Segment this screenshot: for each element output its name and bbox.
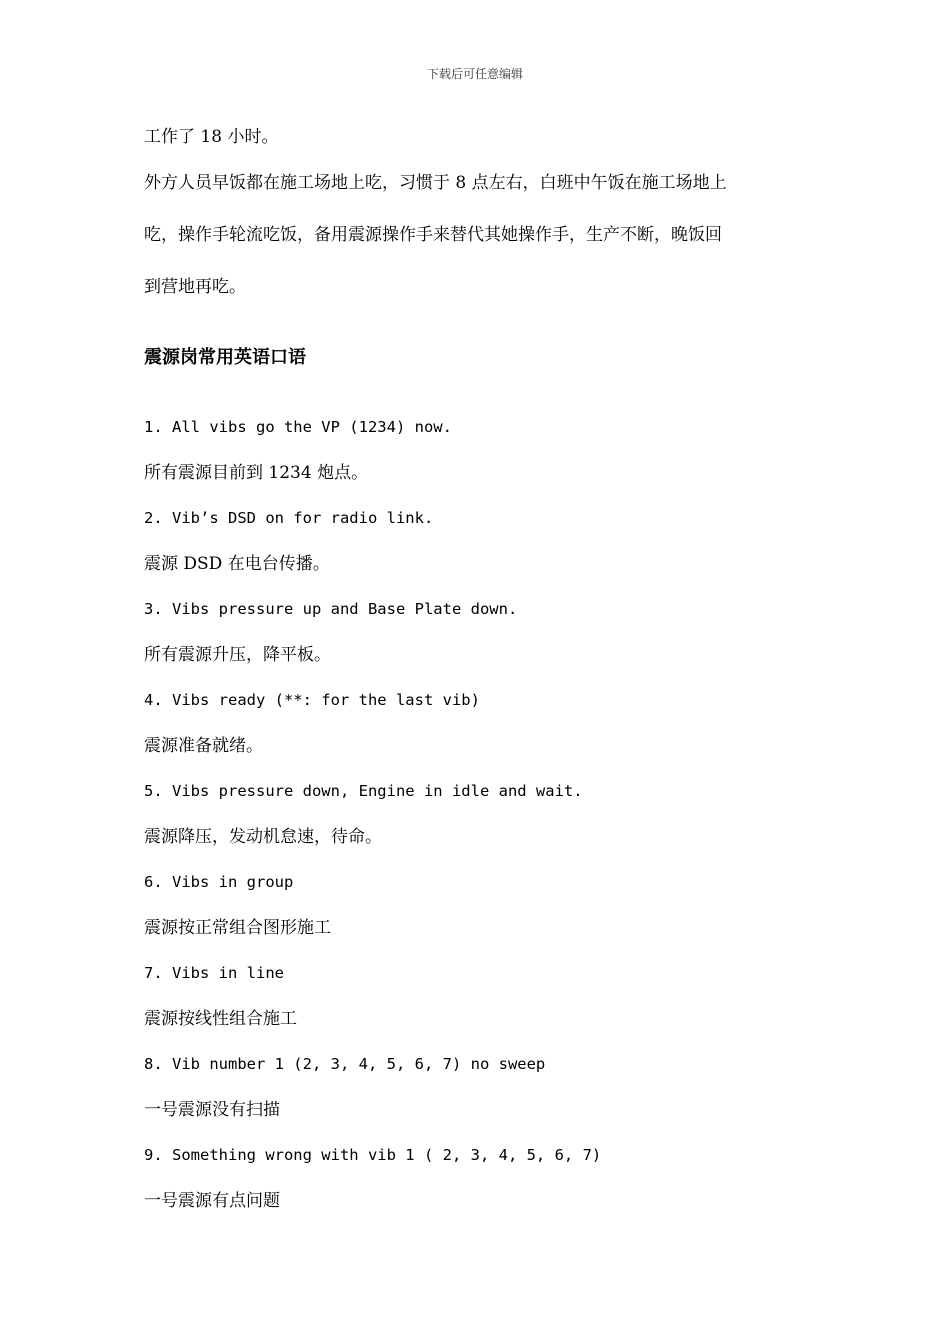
phrase-item [144,414,824,505]
phrase-list [144,414,824,1233]
english-phrase: 6. Vibs in group [144,873,294,891]
english-phrase: 9. Something wrong with vib 1 ( 2, 3, 4, 5, 6, 7) [144,1146,602,1164]
english-phrase: 8. Vib number 1 (2, 3, 4, 5, 6, 7) no sweep [144,1055,546,1073]
phrase-item [144,778,824,869]
phrase-item [144,596,824,687]
intro-line: 工作了 18 小时。 [144,127,279,147]
paragraph-line: 到营地再吃。 [144,277,246,297]
english-phrase: 7. Vibs in line [144,964,284,982]
chinese-translation: 震源按正常组合图形施工 [144,917,331,938]
phrase-item [144,1142,824,1233]
chinese-translation: 一号震源有点问题 [144,1190,280,1211]
phrase-item [144,960,824,1051]
intro-paragraph [144,157,814,313]
paragraph-line: 外方人员早饭都在施工场地上吃，习惯于 8 点左右，白班中午饭在施工场地上 [144,173,727,193]
section-title: 震源岗常用英语口语 [144,347,306,368]
chinese-translation: 所有震源目前到 1234 炮点。 [144,462,369,483]
phrase-item [144,687,824,778]
english-phrase: 4. Vibs ready (**: for the last vib) [144,691,480,709]
phrase-item [144,869,824,960]
english-phrase: 2. Vib’s DSD on for radio link. [144,509,434,527]
chinese-translation: 震源降压，发动机怠速，待命。 [144,826,382,847]
chinese-translation: 震源按线性组合施工 [144,1008,297,1029]
chinese-translation: 震源 DSD 在电台传播。 [144,553,330,574]
english-phrase: 3. Vibs pressure up and Base Plate down. [144,600,518,618]
chinese-translation: 一号震源没有扫描 [144,1099,280,1120]
chinese-translation: 震源准备就绪。 [144,735,263,756]
phrase-item [144,1051,824,1142]
phrase-item [144,505,824,596]
paragraph-line: 吃，操作手轮流吃饭，备用震源操作手来替代其她操作手，生产不断，晚饭回 [144,225,722,245]
english-phrase: 1. All vibs go the VP (1234) now. [144,418,452,436]
english-phrase: 5. Vibs pressure down, Engine in idle and wait. [144,782,583,800]
chinese-translation: 所有震源升压，降平板。 [144,644,331,665]
page-header: 下载后可任意编辑 [426,67,523,81]
